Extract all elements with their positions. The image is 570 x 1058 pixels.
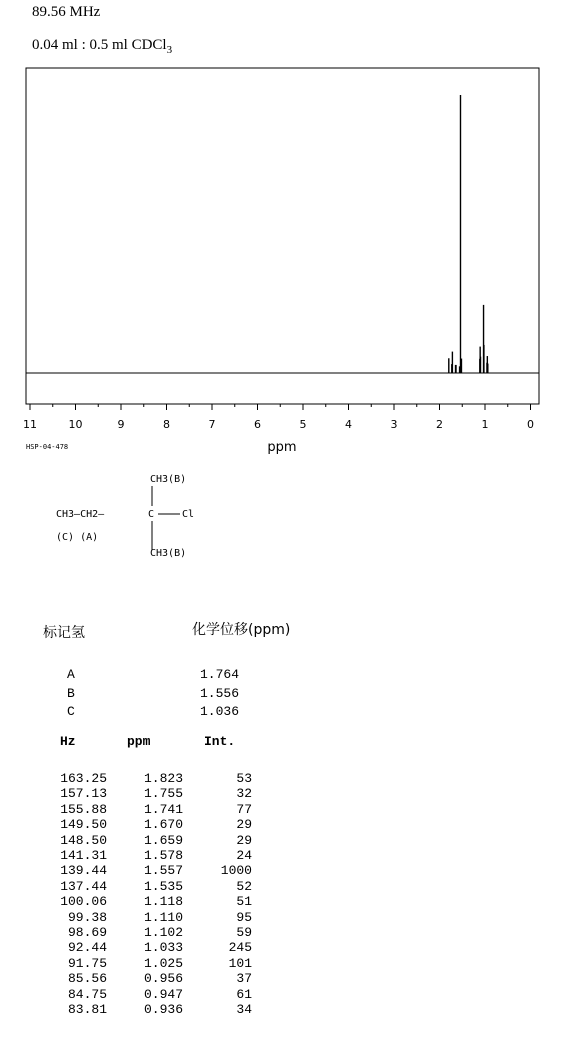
x-tick-label: 3 — [390, 418, 398, 431]
x-tick-label: 7 — [208, 418, 216, 431]
peak-row — [0, 833, 300, 848]
peak-ppm: 1.110 — [143, 909, 183, 925]
spectrum-code: HSP-04-478 — [26, 443, 69, 451]
peak-intensity: 1000 — [220, 863, 252, 879]
peak-intensity: 51 — [236, 894, 252, 910]
peak-ppm: 1.025 — [143, 955, 183, 971]
assignment-shift: 1.036 — [200, 704, 240, 719]
x-tick-label: 8 — [163, 418, 170, 431]
peak-row — [0, 786, 300, 801]
peak-row — [0, 971, 300, 986]
peak-ppm: 0.956 — [143, 971, 183, 987]
peak-row — [0, 925, 300, 940]
peak-intensity: 101 — [228, 955, 252, 971]
peak-row — [0, 848, 300, 863]
x-axis-label: ppm — [267, 440, 297, 455]
peak-row — [0, 987, 300, 1002]
structure-top-group: CH3(B) — [150, 474, 187, 485]
peak-intensity: 34 — [236, 1002, 252, 1017]
assignment-label: A — [67, 667, 75, 682]
peak-hz: 85.56 — [67, 971, 107, 987]
peak-ppm: 1.578 — [143, 848, 183, 863]
structure-bottom-group: CH3(B) — [150, 548, 187, 559]
structure-center-atom: C — [148, 509, 155, 520]
peak-ppm: 1.102 — [143, 925, 183, 940]
peak-row — [0, 817, 300, 832]
peak-intensity: 29 — [236, 832, 252, 848]
peak-ppm: 1.557 — [143, 863, 183, 879]
peak-intensity: 52 — [236, 878, 252, 894]
peak-intensity: 95 — [236, 909, 252, 925]
x-tick-label: 9 — [117, 418, 125, 431]
peak-row — [0, 940, 300, 955]
peak-intensity: 59 — [236, 925, 252, 940]
x-tick-label: 5 — [299, 418, 307, 431]
peak-ppm: 0.947 — [143, 986, 183, 1002]
peak-intensity: 37 — [236, 971, 252, 987]
peak-intensity: 245 — [228, 940, 252, 956]
x-tick-label: 0 — [527, 418, 534, 431]
sample-main-text: 0.04 ml : 0.5 ml CDCl — [32, 37, 167, 53]
assignment-header-shift: 化学位移(ppm) — [192, 622, 291, 638]
x-tick-label: 11 — [23, 418, 37, 431]
peak-hz: 100.06 — [60, 894, 107, 910]
peak-row — [0, 879, 300, 894]
sample-subscript: 3 — [166, 44, 173, 56]
assignment-shift: 1.556 — [200, 686, 240, 701]
peak-hz: 148.50 — [60, 832, 107, 848]
header-ppm: ppm — [127, 734, 151, 749]
spectrometer-frequency: 89.56 MHz — [32, 4, 101, 20]
peak-hz: 149.50 — [60, 817, 107, 833]
peak-ppm: 1.535 — [143, 878, 183, 894]
x-tick-label: 10 — [68, 418, 83, 431]
peak-intensity: 61 — [236, 986, 252, 1002]
assignment-label: B — [67, 686, 75, 701]
x-tick-label: 6 — [254, 418, 261, 431]
peak-ppm: 1.659 — [143, 832, 183, 848]
peak-intensity: 29 — [236, 817, 252, 833]
peak-ppm: 1.033 — [143, 940, 183, 956]
peak-row — [0, 771, 300, 786]
peak-hz: 98.69 — [67, 925, 107, 940]
peak-ppm: 1.741 — [143, 801, 183, 817]
peak-row — [0, 910, 300, 925]
peak-hz: 137.44 — [60, 878, 107, 894]
peak-hz: 99.38 — [67, 909, 107, 925]
peak-hz: 83.81 — [67, 1002, 107, 1017]
peak-hz: 157.13 — [60, 786, 107, 802]
structure-right-atom: Cl — [182, 509, 195, 520]
peak-ppm: 1.118 — [143, 894, 183, 910]
header-hz: Hz — [60, 734, 76, 749]
x-tick-label: 1 — [481, 418, 489, 431]
peak-row — [0, 894, 300, 909]
peak-ppm: 0.936 — [143, 1002, 183, 1017]
x-tick-label: 4 — [345, 418, 352, 431]
peak-hz: 163.25 — [60, 771, 107, 786]
peak-hz: 141.31 — [60, 848, 107, 863]
peak-hz: 139.44 — [60, 863, 107, 879]
peak-hz: 84.75 — [67, 986, 107, 1002]
header-int: Int. — [204, 734, 236, 749]
peak-intensity: 32 — [236, 786, 252, 802]
x-tick-label: 2 — [436, 418, 443, 431]
peak-ppm: 1.823 — [143, 771, 183, 786]
assignment-header-label: 标记氢 — [43, 625, 85, 641]
structure-position-labels: (C) (A) — [56, 532, 99, 543]
peak-hz: 155.88 — [60, 801, 107, 817]
peak-row — [0, 956, 300, 971]
peak-hz: 92.44 — [67, 940, 107, 956]
peak-row — [0, 802, 300, 817]
peak-intensity: 24 — [236, 848, 252, 863]
peak-row — [0, 1002, 300, 1017]
peak-intensity: 53 — [236, 771, 252, 786]
peak-ppm: 1.670 — [143, 817, 183, 833]
peak-table-header — [0, 734, 300, 750]
assignment-label: C — [67, 704, 75, 719]
peak-intensity: 77 — [236, 801, 252, 817]
peak-hz: 91.75 — [67, 955, 107, 971]
structure-left-chain: CH3—CH2— — [56, 509, 105, 520]
assignment-shift: 1.764 — [200, 667, 240, 682]
peak-ppm: 1.755 — [143, 786, 183, 802]
peak-row — [0, 863, 300, 878]
